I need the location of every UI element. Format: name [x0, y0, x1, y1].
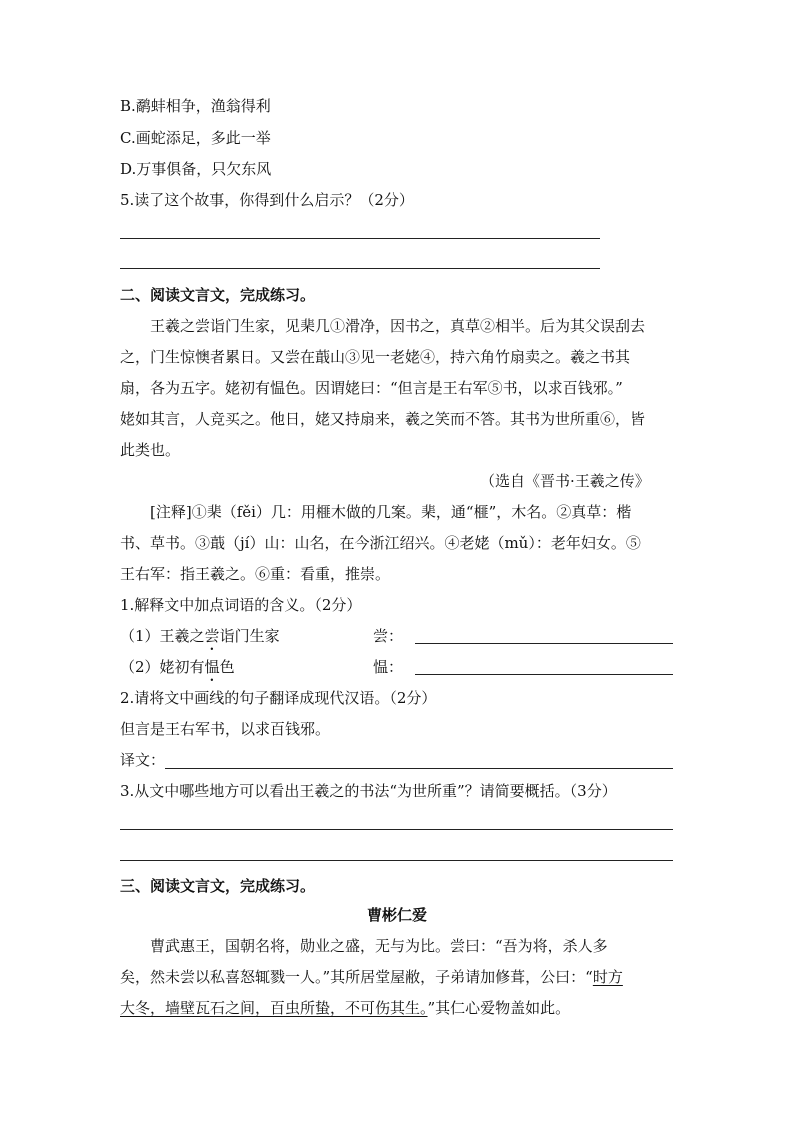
question-5: 5.读了这个故事，你得到什么启示？（2分）	[120, 191, 414, 209]
dotted-word: 愠	[204, 658, 220, 676]
answer-line[interactable]	[415, 674, 673, 675]
passage-line	[120, 967, 623, 987]
question-3: 3.从文中哪些地方可以看出王羲之的书法“为世所重”？请简要概括。（3分）	[120, 782, 617, 800]
section-2-heading: 二、阅读文言文，完成练习。	[120, 286, 316, 304]
passage-line: 曹武惠王，国朝名将，勋业之盛，无与为比。尝曰：“吾为将，杀人多	[150, 937, 608, 955]
dotted-word: 尝	[204, 627, 220, 645]
q1-key: 愠：	[373, 658, 404, 676]
q1-key: 尝：	[373, 627, 404, 645]
q1-item-prefix: （1）王羲之	[120, 627, 205, 645]
answer-line[interactable]	[165, 768, 673, 769]
passage-line: 之，门生惊懊者累日。又尝在蕺山③见一老姥④，持六角竹扇卖之。羲之书其	[120, 348, 631, 366]
notes-line: 书、草书。③蕺（jí）山：山名，在今浙江绍兴。④老姥（mǔ）：老年妇女。⑤	[120, 534, 641, 552]
option-c: C.画蛇添足，多此一举	[120, 129, 271, 147]
source-citation: （选自《晋书·王羲之传》	[480, 472, 650, 490]
question-2: 2.请将文中画线的句子翻译成现代汉语。（2分）	[120, 689, 437, 707]
q1-item	[120, 657, 235, 685]
underlined-sentence: 大冬，墙壁瓦石之间，百虫所蛰，不可伤其生。	[120, 999, 428, 1017]
passage-line: 此类也。	[120, 441, 181, 459]
passage-line: 王羲之尝诣门生家，见棐几①滑净，因书之，真草②相半。后为其父误刮去	[150, 317, 646, 335]
answer-line[interactable]	[415, 643, 673, 644]
q1-item-suffix: 诣门生家	[219, 627, 280, 645]
passage-text: 矣，然未尝以私喜怒辄戮一人。”其所居堂屋敝，子弟请加修葺，公曰：“	[120, 968, 593, 986]
notes-line: [注释]①棐（fěi）几：用榧木做的几案。棐，通“榧”，木名。②真草：楷	[150, 503, 632, 521]
passage-title: 曹彬仁爱	[366, 906, 427, 924]
answer-line[interactable]	[120, 829, 673, 830]
underlined-sentence: 时方	[592, 968, 623, 986]
answer-line[interactable]	[120, 268, 600, 269]
q1-item	[120, 626, 280, 654]
answer-line[interactable]	[120, 238, 600, 239]
q1-item-suffix: 色	[219, 658, 235, 676]
answer-line[interactable]	[120, 860, 673, 861]
question-1: 1.解释文中加点词语的含义。（2分）	[120, 596, 362, 614]
passage-line	[120, 378, 623, 398]
notes-line: 王右军：指王羲之。⑥重：看重，推崇。	[120, 565, 391, 583]
option-d: D.万事俱备，只欠东风	[120, 160, 272, 178]
q1-item-prefix: （2）姥初有	[120, 658, 205, 676]
q2-sentence: 但言是王右军书，以求百钱邪。	[120, 720, 331, 738]
translation-label: 译文：	[120, 751, 166, 769]
section-3-heading: 三、阅读文言文，完成练习。	[120, 877, 316, 895]
passage-text: ”其仁心爱物盖如此。	[427, 999, 571, 1017]
option-b: B.鹬蚌相争，渔翁得利	[120, 97, 271, 115]
passage-line	[120, 998, 570, 1018]
passage-text: 扇，各为五字。姥初有愠色。因谓姥曰：“但言是王右军⑤书，以求百钱邪。”	[120, 379, 623, 397]
passage-line: 姥如其言，人竞买之。他日，姥又持扇来，羲之笑而不答。其书为世所重⑥，皆	[120, 410, 646, 428]
